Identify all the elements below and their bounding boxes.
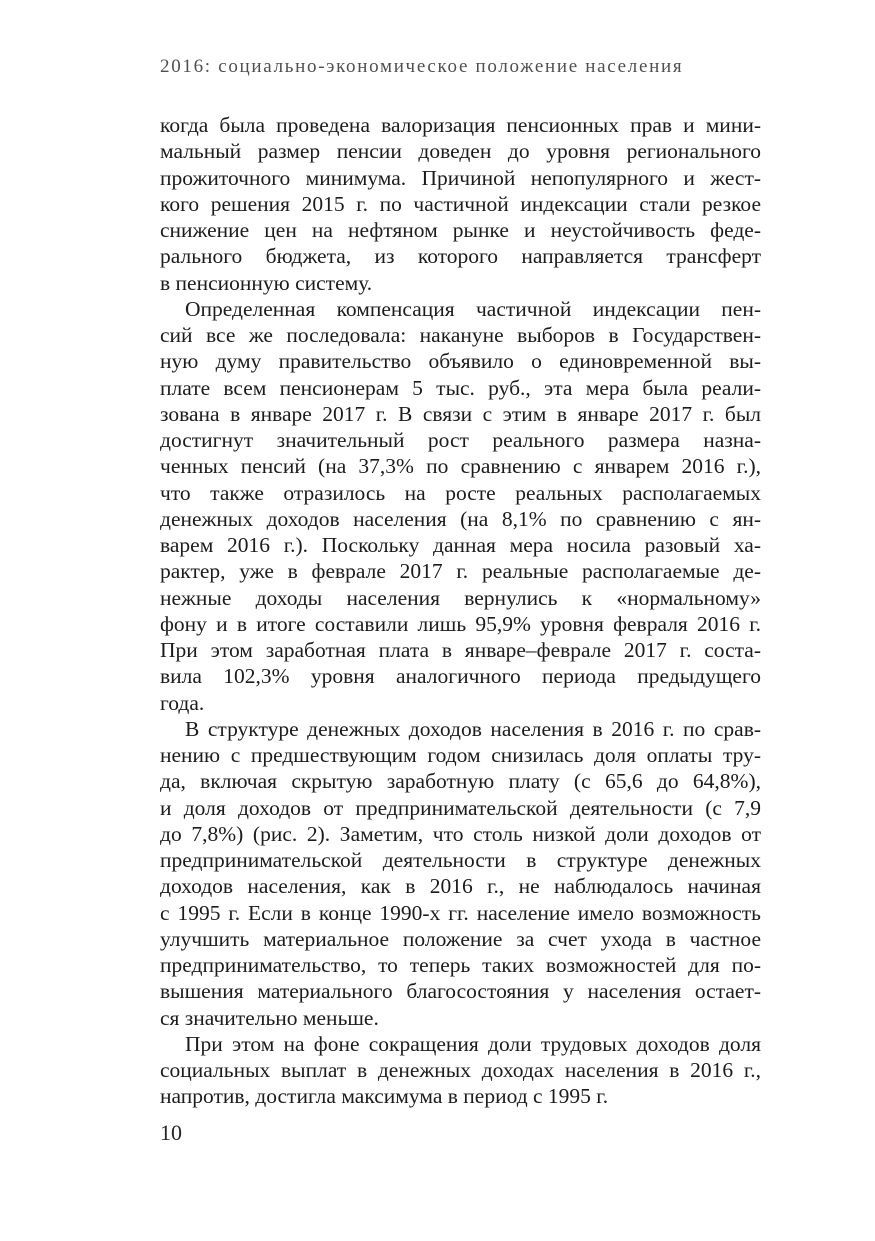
- text-line: плате всем пенсионерам 5 тыс. руб., эта мера была реали-: [160, 375, 761, 400]
- text-line: социальных выплат в денежных доходах населения в 2016 г.,: [160, 1058, 761, 1082]
- text-line: рального бюджета, из которого направляется трансферт: [160, 244, 761, 269]
- text-line: нению с предшествующим годом снизилась доля оплаты тру-: [160, 743, 761, 767]
- text-line: кого решения 2015 г. по частичной индексации стали резкое: [160, 191, 761, 216]
- text-line: в пенсионную систему.: [160, 270, 373, 295]
- text-line: прожиточного минимума. Причиной непопулярного и жест-: [160, 165, 761, 190]
- text-line: ную думу правительство объявило о единовременной вы-: [160, 349, 761, 374]
- paragraph-3: [160, 716, 761, 1031]
- text-line: При этом на фоне сокращения доли трудовых доходов доля: [185, 1031, 761, 1056]
- text-line: и доля доходов от предпринимательской деятельности (с 7,9: [160, 795, 761, 820]
- text-line: года.: [160, 690, 205, 715]
- text-line: При этом заработная плата в январе–феврале 2017 г. соста-: [160, 638, 761, 662]
- text-line: когда была проведена валоризация пенсионных прав и мини-: [160, 113, 761, 137]
- text-line: В структуре денежных доходов населения в 2016 г. по срав-: [185, 716, 761, 741]
- text-line: предпринимательство, то теперь таких возможностей для по-: [160, 953, 761, 977]
- text-line: до 7,8%) (рис. 2). Заметим, что столь низкой доли доходов от: [160, 821, 761, 846]
- text-line: нежные доходы населения вернулись к «нормальному»: [160, 585, 761, 610]
- paragraph-2: [160, 296, 761, 716]
- text-line: напротив, достигла максимума в период с 1995 г.: [160, 1084, 609, 1109]
- paragraph-1: [160, 112, 761, 296]
- text-line: улучшить материальное положение за счет ухода в частное: [160, 926, 761, 951]
- text-line: денежных доходов населения (на 8,1% по сравнению с ян-: [160, 506, 761, 531]
- text-line: сий все же последовала: накануне выборов в Государствен-: [160, 323, 761, 347]
- text-line: фону и в итоге составили лишь 95,9% уровня февраля 2016 г.: [160, 611, 761, 636]
- text-line: рактер, уже в феврале 2017 г. реальные располагаемые де-: [160, 559, 761, 584]
- text-line: варем 2016 г.). Поскольку данная мера носила разовый ха-: [160, 533, 761, 557]
- text-line: да, включая скрытую заработную плату (с 65,6 до 64,8%),: [160, 769, 761, 794]
- text-line: зована в январе 2017 г. В связи с этим в январе 2017 г. был: [160, 401, 761, 426]
- text-line: ченных пенсий (на 37,3% по сравнению с январем 2016 г.),: [160, 454, 761, 479]
- body-text: [160, 112, 761, 1110]
- text-line: вышения материального благосостояния у населения остает-: [160, 979, 761, 1004]
- running-header: 2016: социально-экономическое положение населения: [160, 56, 684, 77]
- text-line: что также отразилось на росте реальных располагаемых: [160, 480, 761, 505]
- text-line: вила 102,3% уровня аналогичного периода предыдущего: [160, 664, 761, 689]
- text-line: с 1995 г. Если в конце 1990-х гг. население имело возможность: [160, 900, 761, 925]
- text-line: снижение цен на нефтяном рынке и неустойчивость феде-: [160, 218, 761, 242]
- text-line: мальный размер пенсии доведен до уровня регионального: [160, 139, 761, 164]
- text-line: Определенная компенсация частичной индексации пен-: [185, 296, 761, 321]
- text-line: достигнут значительный рост реального размера назна-: [160, 428, 761, 452]
- text-line: предпринимательской деятельности в структуре денежных: [160, 848, 761, 872]
- page-number: 10: [160, 1120, 182, 1145]
- paragraph-4: [160, 1031, 761, 1110]
- text-line: ся значительно меньше.: [160, 1005, 379, 1030]
- text-line: доходов населения, как в 2016 г., не наблюдалось начиная: [160, 874, 761, 899]
